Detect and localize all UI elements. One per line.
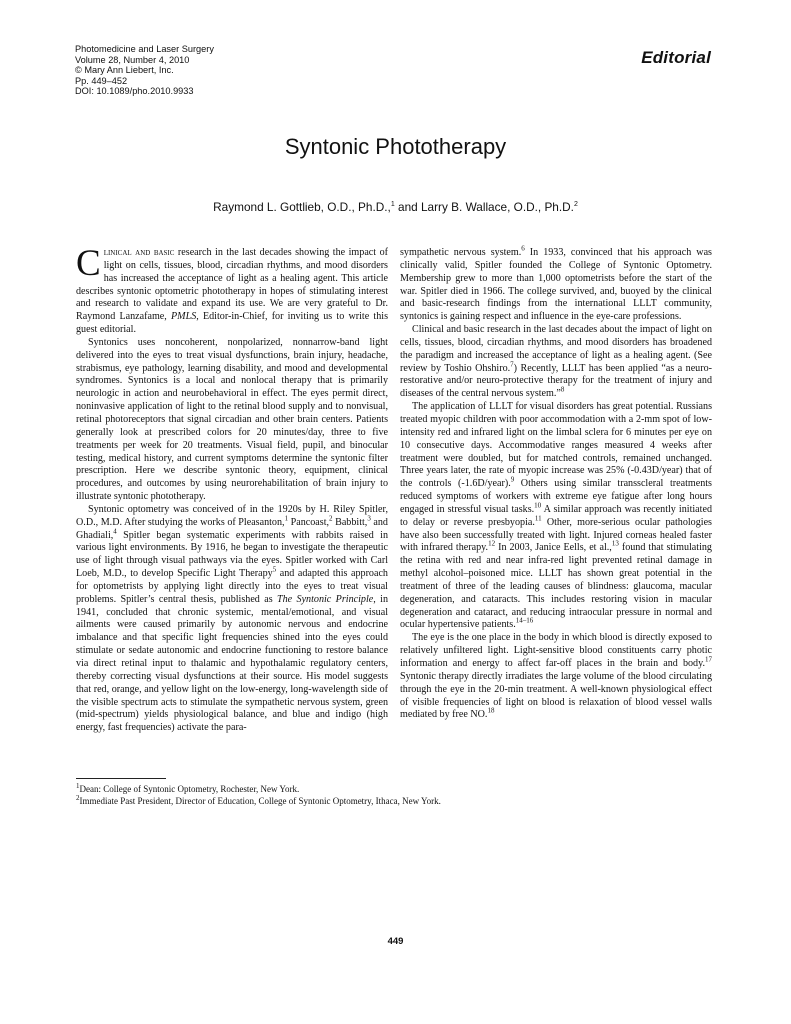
section-label: Editorial [641,48,711,67]
text: ) Recently, LLLT has been applied “as a neuro-restorative and/or neuro-protective therapy for the treatment of injury and diseases of the central nervous system.” [400,362,713,400]
text: Spitler began systematic experiments with rabbits raised in various light environments. By 1916, he began to investigate the therapeutic use of light through visual pathways via the eyes. Spitler worked with Carl Loeb, M.D., to develop Specific Light Therapy [76,529,388,580]
citation: 3 [367,514,371,523]
footnote-text: Immediate Past President, Director of Education, College of Syntonic Optometry, Ithaca, New York. [79,796,441,806]
doi: DOI: 10.1089/pho.2010.9933 [75,86,194,97]
footnote-text: Dean: College of Syntonic Optometry, Rochester, New York. [79,784,300,794]
author-1: Raymond L. Gottlieb, O.D., Ph.D., [213,200,391,214]
volume-info: Volume 28, Number 4, 2010 [75,54,190,65]
citation: 10 [534,501,542,510]
paragraph [400,244,712,324]
text-italic: PMLS [171,311,197,323]
citation: 17 [705,655,712,664]
text: In 2003, Janice Eells, et al., [495,542,612,554]
text: The application of LLLT for visual disorders has great potential. Russians treated myopic children with poor accommodation with a 2-mm spot of low-intensity red and infrared light on the limbal sclera for 6 minutes per eye on 10 consecutive days. Accommodative ranges measured 4 weeks after treatment were doubled, but for matched controls, remained unchanged. Three years later, the rate of myopic increase was 25% (-0.43D/year) that of the controls (-1.6D/year). [400,401,712,490]
text: Syntonic therapy directly irradiates the large volume of the blood circulating through the eye in the 20-min treatment. A well-known physiological effect of visible frequencies of light on blood is relaxation of blood vessel walls mediated by free NO. [400,670,712,721]
text: Pancoast, [288,516,330,528]
paragraph [400,401,712,632]
paragraph [400,324,712,401]
citation: 18 [487,707,495,716]
citation: 8 [560,385,565,394]
footnote-1 [76,783,716,795]
text: sympathetic nervous system. [400,247,522,258]
text: , in 1941, concluded that chronic systemic, mental/emotional, and visual ailments were caused primarily by autonomic nervous and endocrine imbalance and that specific light frequencies shined into the eyes could stimulate or sedate autonomic and endocrine functioning to restore balance via direct retinal input to thalamic and hypothalamic regulatory centers, thereby correcting visual dysfunctions at their source. His model suggests that red, orange, and yellow light on the low-energy, long-wavelength side of the visible spectrum acts to stimulate the sympathetic nervous system, green (mid-spectrum) yields physiological balance, and blue and indigo (high energy, fast frequencies) activate the para- [76,593,388,734]
citation: 9 [510,475,515,484]
paragraph [400,632,712,722]
author-1-affil: 1 [390,201,395,209]
text: A similar approach was recently initiated to delay or reverse presbyopia. [400,503,712,528]
citation: 5 [272,565,277,574]
page-range: Pp. 449–452 [75,75,128,86]
journal-name: Photomedicine and Laser Surgery [75,44,214,54]
footnote-divider [76,778,166,779]
text: found that stimulating the retina with red and near infra-red light prevented retinal damage in methyl alcohol–poisoned mice. LLLT has shown great potential in the treatment of three of the leading causes of blindness: glaucoma, macular degeneration, and cataracts. This includes restoring vision in macular degeneration and cataract, and reducing intraocular pressure in normal and ocular hypertensive patients. [400,542,712,631]
footnote-marker: 1 [76,782,80,790]
right-column [400,244,713,722]
citation: 6 [521,244,525,253]
text-italic: The Syntonic Principle [277,593,374,605]
footnote-2 [76,795,716,807]
text: In 1933, convinced that his approach was clinically valid, Spitler founded the College of Syntonic Optometry. Membership grew to more than 1,000 optometrists before the start of the war. Spitler died in 1966. The college survived, and, buoyed by the clinical and basic-research findings from the international LLLT community, syntonics is gaining respect and influence in the eye-care professions. [400,247,712,323]
text: research in the last decades showing the impact of light on cells, tissues, blood, circadian rhythms, and mood disorders has increased the acceptance of light as a healing agent. This article describes syntonic optometric phototherapy in hopes of stimulating interest and research to validate and expand its use. We are very grateful to Dr. Raymond Lanzafame, [76,247,388,323]
drop-cap: C [76,243,101,284]
copyright-line: © Mary Ann Liebert, Inc. [75,65,174,76]
citation: 4 [113,527,117,536]
citation: 1 [284,514,289,523]
page-number: 449 [387,936,404,947]
citation: 11 [534,514,542,523]
text: Clinical and basic research in the last decades about the impact of light on cells, tissues, blood, circadian rhythms, and mood disorders has broadened the paradigm and increased the acceptance of light as a healing agent. (See review by Toshio Ohshiro. [400,324,712,374]
paragraph [76,504,388,735]
text: Others using similar transscleral treatments reduced symptoms of workers with extreme eye fatigue after long hours engaged in stressful visual tasks. [400,478,712,515]
text: Other, more-serious ocular pathologies have also been successfully treated with light. Injured corneas healed faster with infrared therapy. [400,516,712,554]
citation: 13 [611,540,619,549]
lead-in: linical and basic [103,247,175,258]
citation: 12 [488,540,496,549]
text: and Ghadiali, [76,516,388,541]
author-conjunction: and [394,200,421,214]
article-title: Syntonic Phototherapy [284,134,507,159]
left-column [76,243,388,735]
text: Syntonic optometry was conceived of in the 1920s by H. Riley Spitler, O.D., M.D. After studying the works of Pleasanton, [76,503,388,528]
text: , Editor-in-Chief, for inviting us to write this guest editorial. [76,311,388,336]
paragraph: Syntonics uses noncoherent, nonpolarized, nonnarrow-band light delivered into the eyes to treat visual dysfunctions, brain injury, headache, strabismus, eye pathology, learning disability, and mood and developmental syndromes. Syntonics is a local and nonlocal therapy that is primarily neurologic in action and neurobehavioral in effect. The eyes permit direct, noninvasive application of light to the retinal blood supply and to nonvisual, retinal photoreceptors that signal circadian and other brain centers. Patients generally look at prescribed colors for 20 minutes/day, three to five treatments per week for 20 treatments. Visual field, pupil, and binocular testing, medical history, and current symptoms determine the syntonic filter prescription. Here we describe syntonic theory, equipment, clinical procedures, and outcomes by using neurorehabilitation of brain injury to illustrate syntonic phototherapy. [76,336,388,503]
footnote-marker: 2 [76,794,80,802]
author-line [0,200,791,214]
text: The eye is the one place in the body in which blood is directly exposed to relatively unfiltered light. Light-sensitive blood constituents carry photic information and energy to affect far-off places in the brain and body. [400,632,712,669]
citation: 14–16 [515,617,534,626]
author-2-affil: 2 [573,201,578,209]
journal-metadata [75,44,214,97]
citation: 2 [329,514,333,523]
citation: 7 [510,360,514,369]
text: and adapted this approach for optometrists by applying light directly into the eyes to treat visual problems. Spitler’s central thesis, published as [76,568,388,605]
author-2: Larry B. Wallace, O.D., Ph.D. [420,200,574,214]
text: Babbitt, [332,516,368,528]
paragraph [76,243,388,337]
